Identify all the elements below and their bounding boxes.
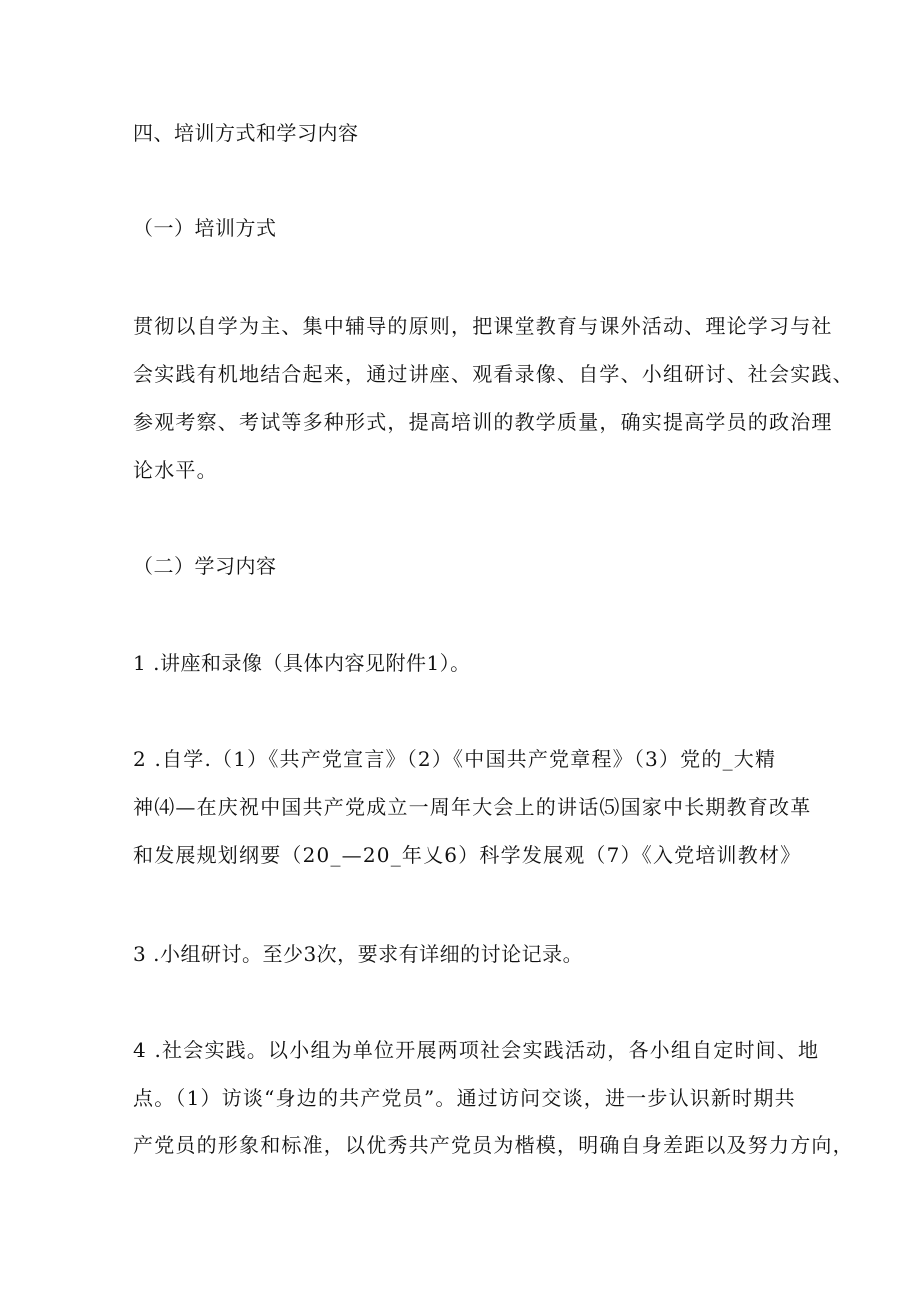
paragraph-line: 产党员的形象和标准，以优秀共产党员为楷模，明确自身差距以及努力方向， (133, 1133, 854, 1157)
list-item-group-discussion: 3 .小组研讨。至少3次，要求有详细的讨论记录。 (133, 942, 584, 966)
paragraph-line: 和发展规划纲要（20_—20_年乂6）科学发展观（7）《入党培训教材》 (133, 843, 802, 867)
list-item-lectures: 1 .讲座和录像（具体内容见附件1）。 (133, 651, 471, 675)
paragraph-line: 4 .社会实践。以小组为单位开展两项社会实践活动，各小组自定时间、地 (133, 1038, 820, 1062)
paragraph-line: 论水平。 (133, 458, 218, 482)
paragraph-line: 神⑷—在庆祝中国共产党成立一周年大会上的讲话⑸国家中长期教育改革 (133, 795, 812, 819)
section-heading: 四、培训方式和学习内容 (133, 121, 359, 145)
paragraph-line: 2 .自学.（1）《共产党宣言》（2）《中国共产党章程》（3）党的_大精 (133, 747, 777, 771)
subsection-heading-content: （二）学习内容 (133, 554, 277, 578)
paragraph-line: 点。（1）访谈“身边的共产党员”。通过访问交谈，进一步认识新时期共 (133, 1086, 796, 1110)
paragraph-line: 贯彻以自学为主、集中辅导的原则，把课堂教育与课外活动、理论学习与社 (133, 314, 833, 338)
paragraph-line: 参观考察、考试等多种形式，提高培训的教学质量，确实提高学员的政治理 (133, 410, 833, 434)
paragraph-line: 会实践有机地结合起来，通过讲座、观看录像、自学、小组研讨、社会实践、 (133, 362, 854, 386)
subsection-heading-method: （一）培训方式 (133, 216, 277, 240)
